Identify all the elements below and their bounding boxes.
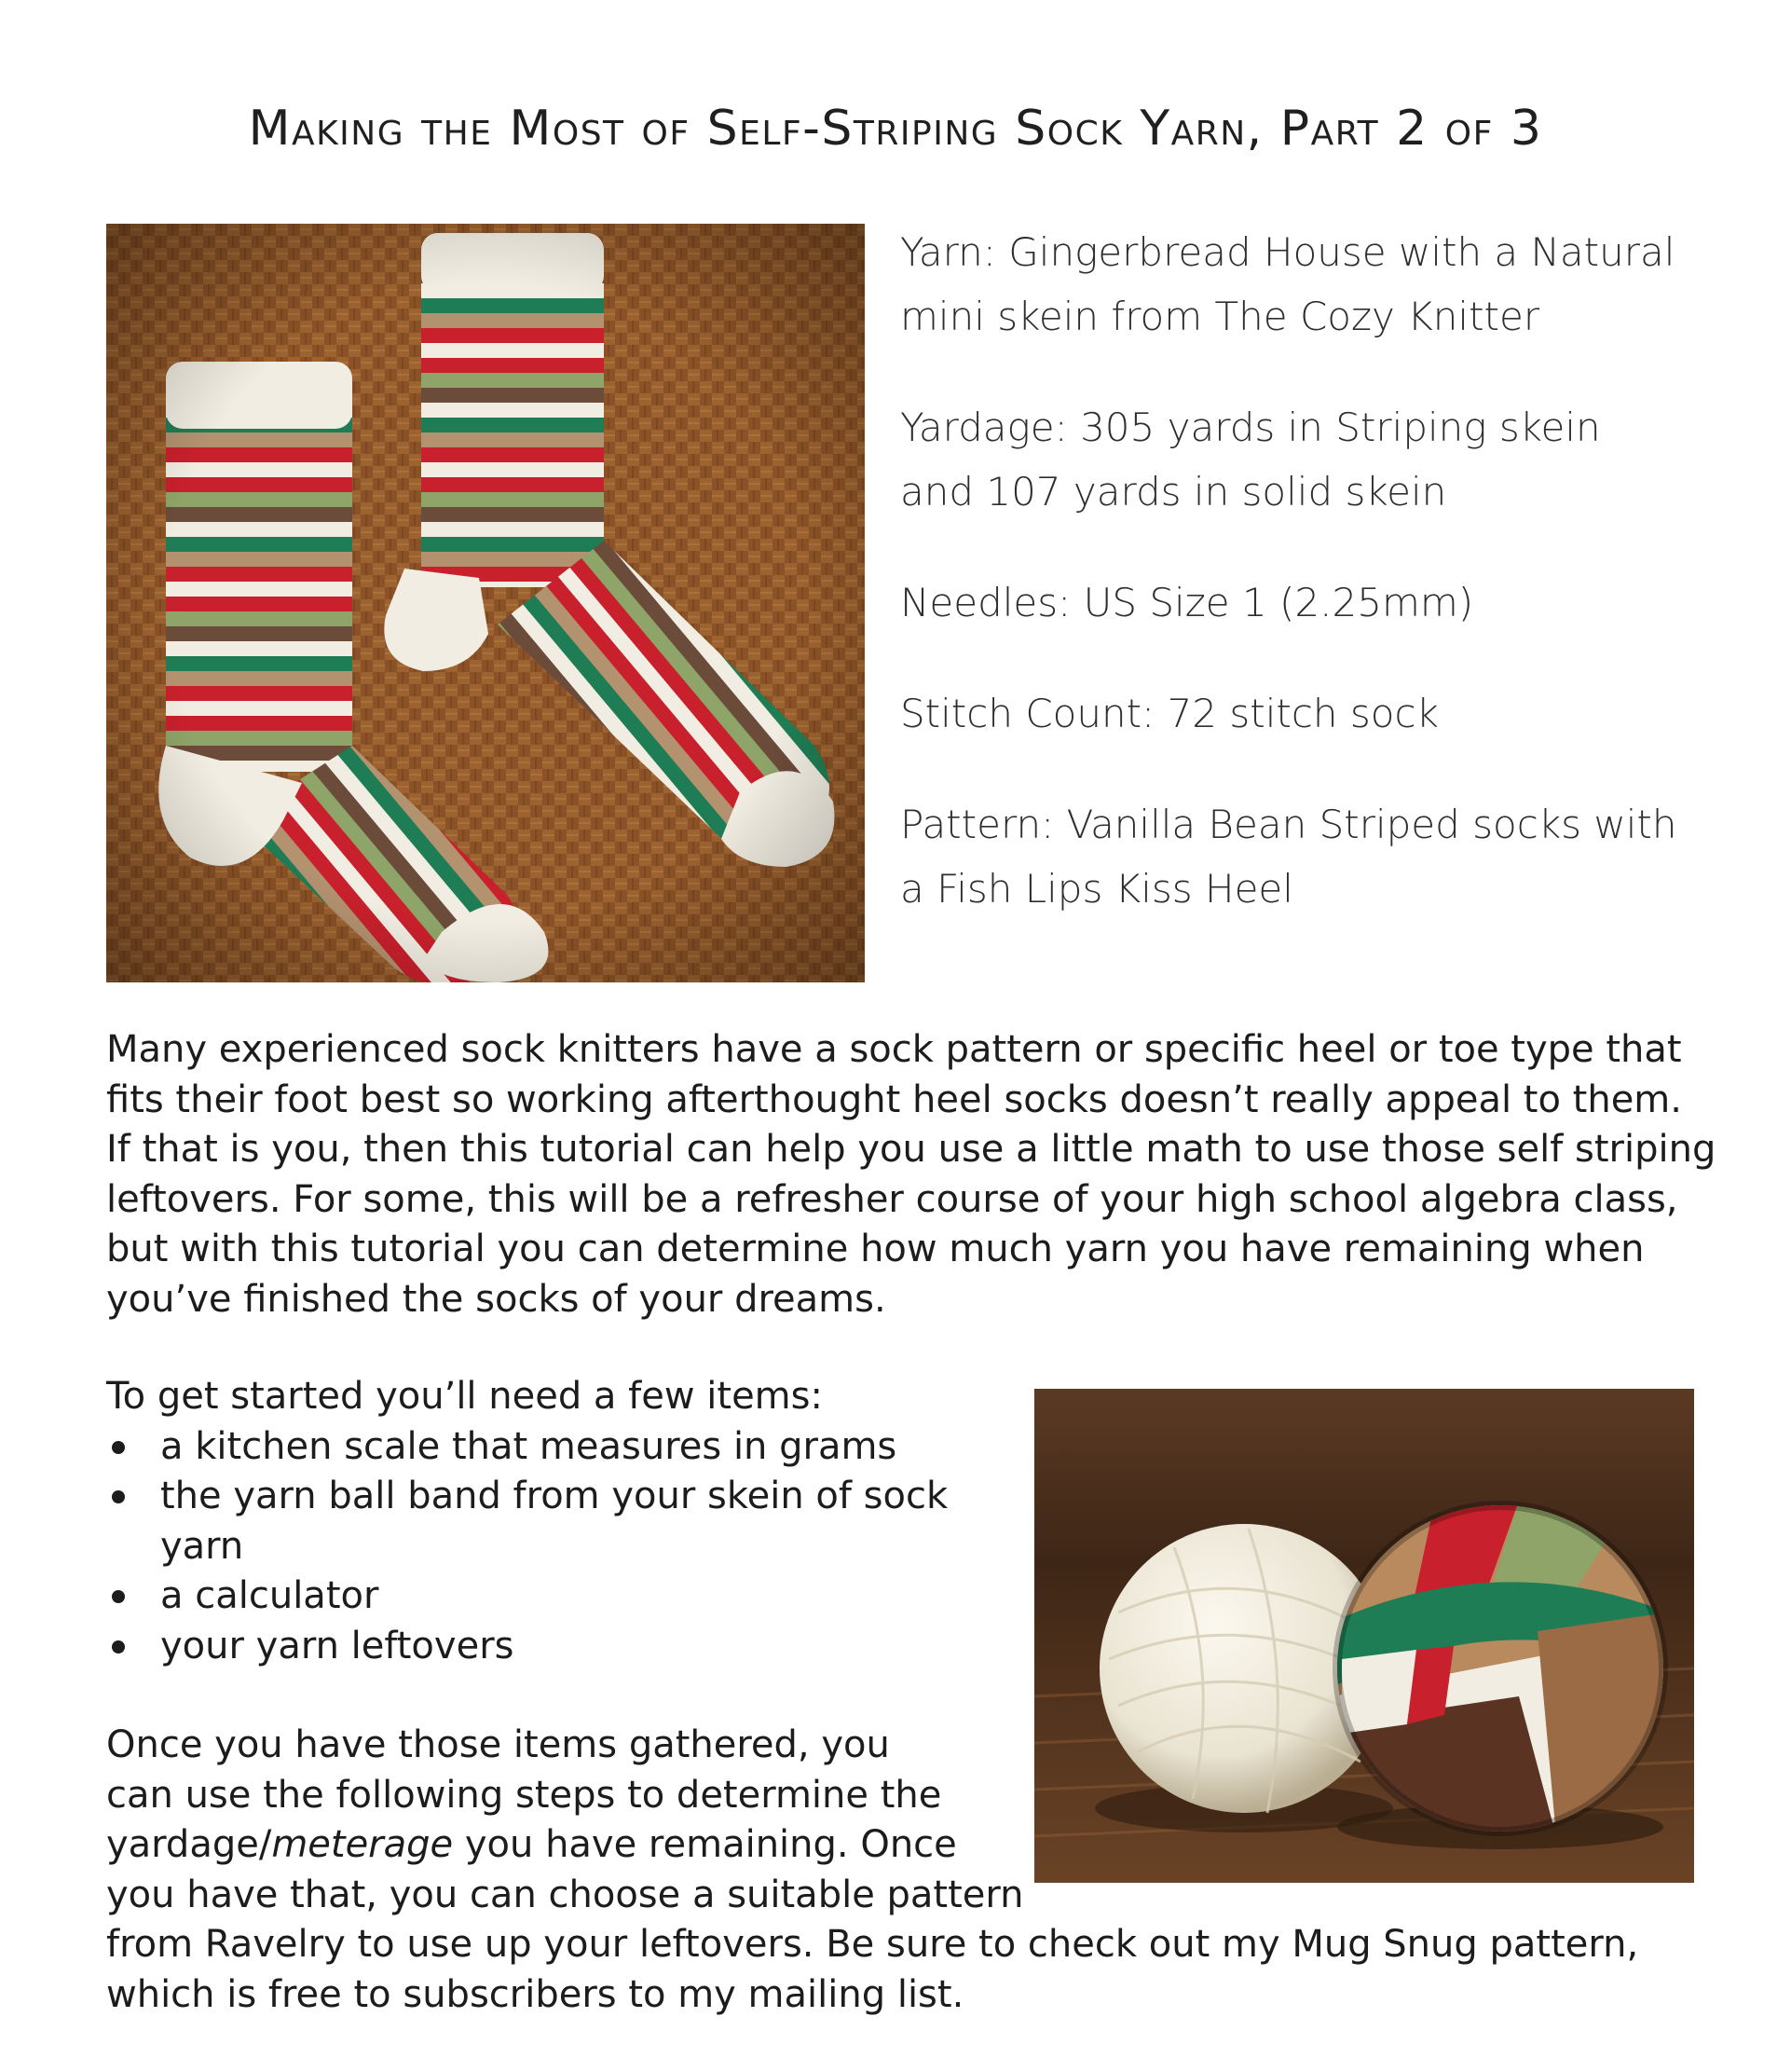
yarn-specs <box>900 220 1720 967</box>
intro-paragraph: Many experienced sock knitters have a sock pattern or specific heel or toe type that fits their foot best so working afterthought heel socks doesn’t really appeal to them. If that is you, then this tutorial can help you use a little math to use those self striping leftovers. For some, this will be a refresher course of your high school algebra class, but with this tutorial you can determine how much yarn you have remaining when you’ve finished the socks of your dreams. <box>106 1028 1716 1321</box>
spec-yarn: Yarn: Gingerbread House with a Natural mini skein from The Cozy Knitter <box>900 229 1675 339</box>
steps-paragraph: Once you have those items gathered, you can use the following steps to determine the yardage/meterage you have remaining. Once you have that, you can choose a suitable pattern from Ravelry to use up your leftovers. Be sure to check out my Mug Snug pattern, which is free to subscribers to my mailing list. <box>106 1723 1639 2016</box>
list-item: your yarn leftovers <box>106 1622 1001 1672</box>
list-item: the yarn ball band from your skein of sock yarn <box>106 1472 1001 1571</box>
spec-yardage: Yardage: 305 yards in Striping skein and 107 yards in solid skein <box>900 405 1601 515</box>
spec-stitch-count: Stitch Count: 72 stitch sock <box>900 691 1439 736</box>
list-item: a calculator <box>106 1571 1001 1622</box>
socks-illustration <box>106 224 865 982</box>
spec-pattern: Pattern: Vanilla Bean Striped socks with a Fish Lips Kiss Heel <box>900 802 1677 912</box>
list-item: a kitchen scale that measures in grams <box>106 1422 1001 1473</box>
items-intro: To get started you’ll need a few items: <box>106 1375 823 1418</box>
socks-photo <box>106 224 865 982</box>
items-list <box>106 1422 1001 1672</box>
items-section <box>106 1372 1001 1671</box>
spec-needles: Needles: US Size 1 (2.25mm) <box>900 580 1474 625</box>
meterage-emphasis: meterage <box>271 1823 454 1866</box>
page-title: Making the Most of Self-Striping Sock Yarn, Part 2 of 3 <box>248 101 1543 157</box>
